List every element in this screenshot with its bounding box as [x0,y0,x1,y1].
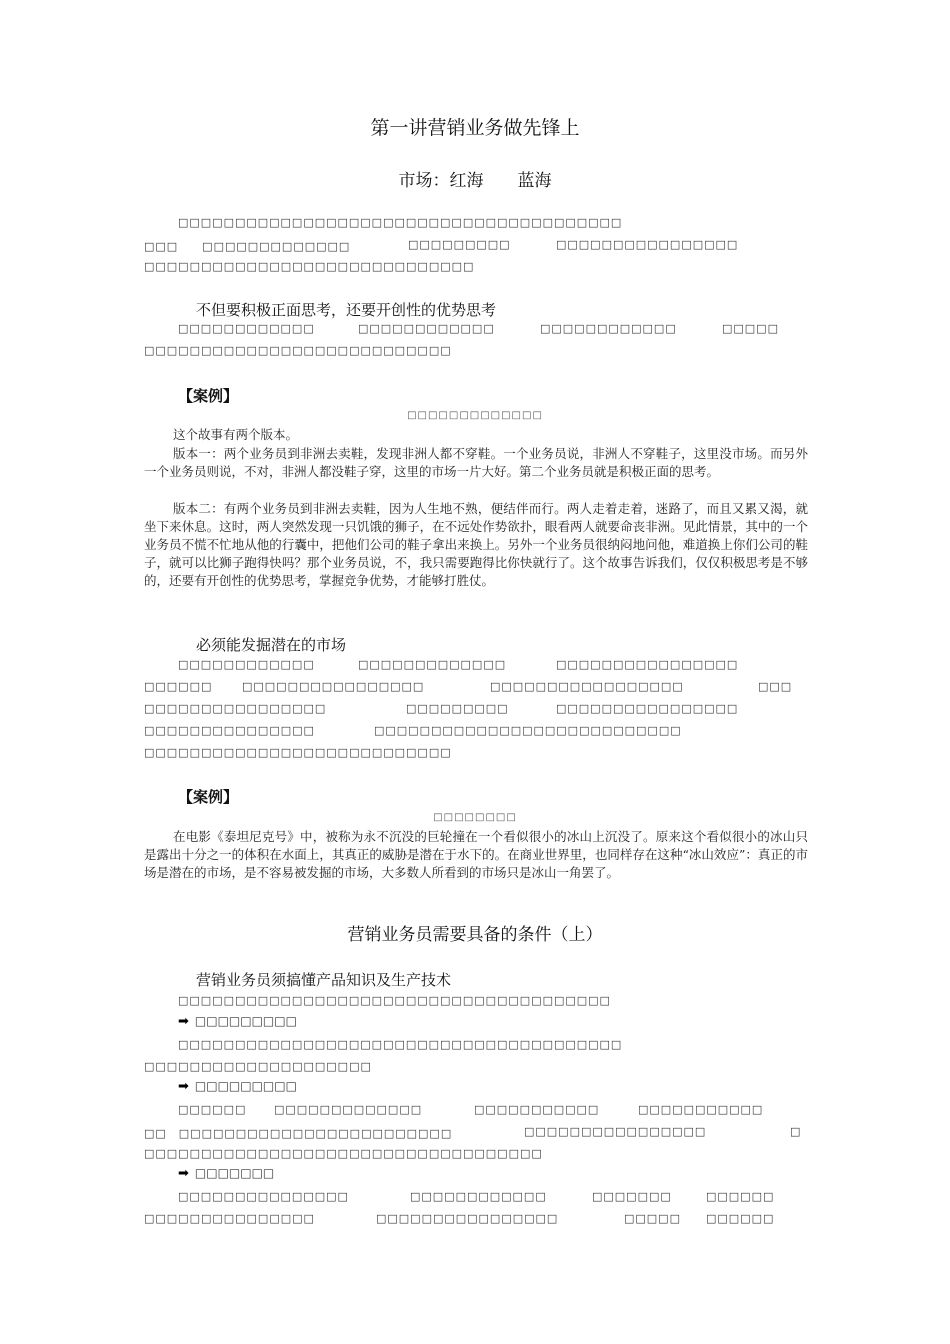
body-line: □□□□□□□□□□□□□□□□ [556,702,739,715]
body-line: □□□□□□□□□□□□□□□□□□□□□□□□□□□ [144,344,452,357]
body-line: □□□□□□□□□□□□□□□□□□□□□□□□□□□ [144,746,452,759]
section-title: 营销业务员需要具备的条件（上） [347,925,603,945]
intro-line: □□□□□□□□□□□□□□□□□□□□□□□□□□□□□ [144,260,475,273]
case-label: 【案例】 [178,788,239,806]
section-heading: 不但要积极正面思考，还要开创性的优势思考 [196,301,497,319]
body-line: □□□□□□□□□□□□□□□□ [524,1125,707,1138]
body-line: □□□□□□ [706,1212,775,1225]
intro-line: □□□ □□□□□□□□□□□□□ [144,240,351,253]
bullet-item [178,1079,297,1094]
body-line: □□□□□□□□□□□□□□□□ [144,702,327,715]
intro-line: □□□□□□□□□ [408,238,511,251]
body-line: □□□□□□ [178,1103,247,1116]
body-line: □□□□□□□□□□□□□□□□ [242,680,425,693]
body-line: □□□□□□□□□□□□ [178,322,315,335]
case-text: 在电影《泰坦尼克号》中，被称为永不沉没的巨轮撞在一个看似很小的冰山上沉没了。原来这个看似很小的冰山只是露出十分之一的体积在水面上，其真正的威胁是潜在于水下的。在商业世界里，也同样存在这种“冰山效应”：真正的市场是潜在的市场，是不容易被发掘的市场，大多数人所看到的市场只是冰山一角罢了。 [144,829,808,880]
bullet-label: □□□□□□□ [194,1166,275,1180]
body-line: □□□ [758,680,793,693]
body-line: □□□□□□ [144,680,213,693]
body-line: □□□□□□□□□□□□□□□□□□□□□□□□□□□ [374,724,682,737]
body-line: □□□□□□□□□□□□□□□□□□□□ [144,1060,372,1073]
page-title: 第一讲营销业务做先锋上 [370,117,580,139]
body-line: □□□□□□□□□□□ [638,1103,764,1116]
body-line: □□□□□□□□□□□□□□□□ [556,658,739,671]
body-line: □□□□□□□□□□□□□□□□□ [490,680,684,693]
body-line: □□□□□□□□□□□□□□□□□□□□□□□□□□□□□□□□□□□□□□ [178,994,611,1007]
case-label: 【案例】 [178,387,239,405]
bullet-label: □□□□□□□□□ [194,1014,297,1028]
body-line: □ [790,1125,802,1138]
body-line: □□□□□ [624,1212,681,1225]
body-line: □□□□□□□□□□□□ [410,1190,547,1203]
body-line: □□□□□□□□□□□□ [358,322,495,335]
body-line: □□□□□□□□□□□□□ [274,1103,423,1116]
case-version-two: 版本二：有两个业务员到非洲去卖鞋，因为人生地不熟，便结伴而行。两人走着走着，迷路了，而且又累又渴，就坐下来休息。这时，两人突然发现一只饥饿的狮子，在不远处作势欲扑，眼看两人就要命丧非洲。见此情景，其中的一个业务员不慌不忙地从他的行囊中，把他们公司的鞋子拿出来换上。另外一个业务员很纳闷地问他，难道换上你们公司的鞋子，就可以比狮子跑得快吗？那个业务员说，不，我只需要跑得比你快就行了。这个故事告诉我们，仅仅积极思考是不够的，还要有开创性的优势思考，掌握竞争优势，才能够打胜仗。 [144,501,808,588]
section-heading: 营销业务员须搞懂产品知识及生产技术 [196,971,452,989]
body-line: □□□□□□ [706,1190,775,1203]
case-caption: □□□□□□□□ [433,812,517,823]
bullet-item [178,1014,297,1029]
intro-line: □□□□□□□□□□□□□□□□ [556,238,739,251]
body-line: □□□□□□□□□□□□□□□□□□□□□□□□□□□□□□□□□□□□□□□ [178,1038,623,1051]
case-intro: 这个故事有两个版本。 [173,427,299,442]
body-line: □□□□□□□□□□□ [474,1103,600,1116]
bullet-label: □□□□□□□□□ [194,1079,297,1093]
bullet-item [178,1166,274,1181]
body-line: □□□□□□□□□□□□□□□□□□□□□□□□□□□□□□□□□□□ [144,1147,543,1160]
section-heading: 必须能发掘潜在的市场 [196,636,347,654]
body-line: □□□□□□□□□□□□□□□ [144,724,315,737]
body-line: □□□□□□□□□ [406,702,509,715]
case-version-one: 版本一：两个业务员到非洲去卖鞋，发现非洲人都不穿鞋。一个业务员说，非洲人不穿鞋子，这里没市场。而另外一个业务员则说，不对，非洲人都没鞋子穿，这里的市场一片大好。第二个业务员就是积极正面的思考。 [144,446,808,479]
body-line: □□□□□ [722,322,779,335]
body-line: □□□□□□□□□□□□□ [358,658,507,671]
body-line: □□□□□□□□□□□□ [178,658,315,671]
arrow-right-icon: ➡ [178,1166,189,1181]
arrow-right-icon: ➡ [178,1079,189,1094]
body-line: □□□□□□□□□□□□□□□□ [376,1212,559,1225]
intro-line: □□□□□□□□□□□□□□□□□□□□□□□□□□□□□□□□□□□□□□□ [178,216,623,229]
page-subtitle: 市场：红海 蓝海 [398,171,552,191]
case-caption: □□□□□□□□□□□□□ [407,410,543,421]
body-line: □□□□□□□□□□□□□□□ [144,1212,315,1225]
body-line: □□□□□□□ [592,1190,672,1203]
body-line: □□ □□□□□□□□□□□□□□□□□□□□□□□□ [144,1127,453,1140]
arrow-right-icon: ➡ [178,1014,189,1029]
body-line: □□□□□□□□□□□□ [540,322,677,335]
body-line: □□□□□□□□□□□□□□□ [178,1190,349,1203]
